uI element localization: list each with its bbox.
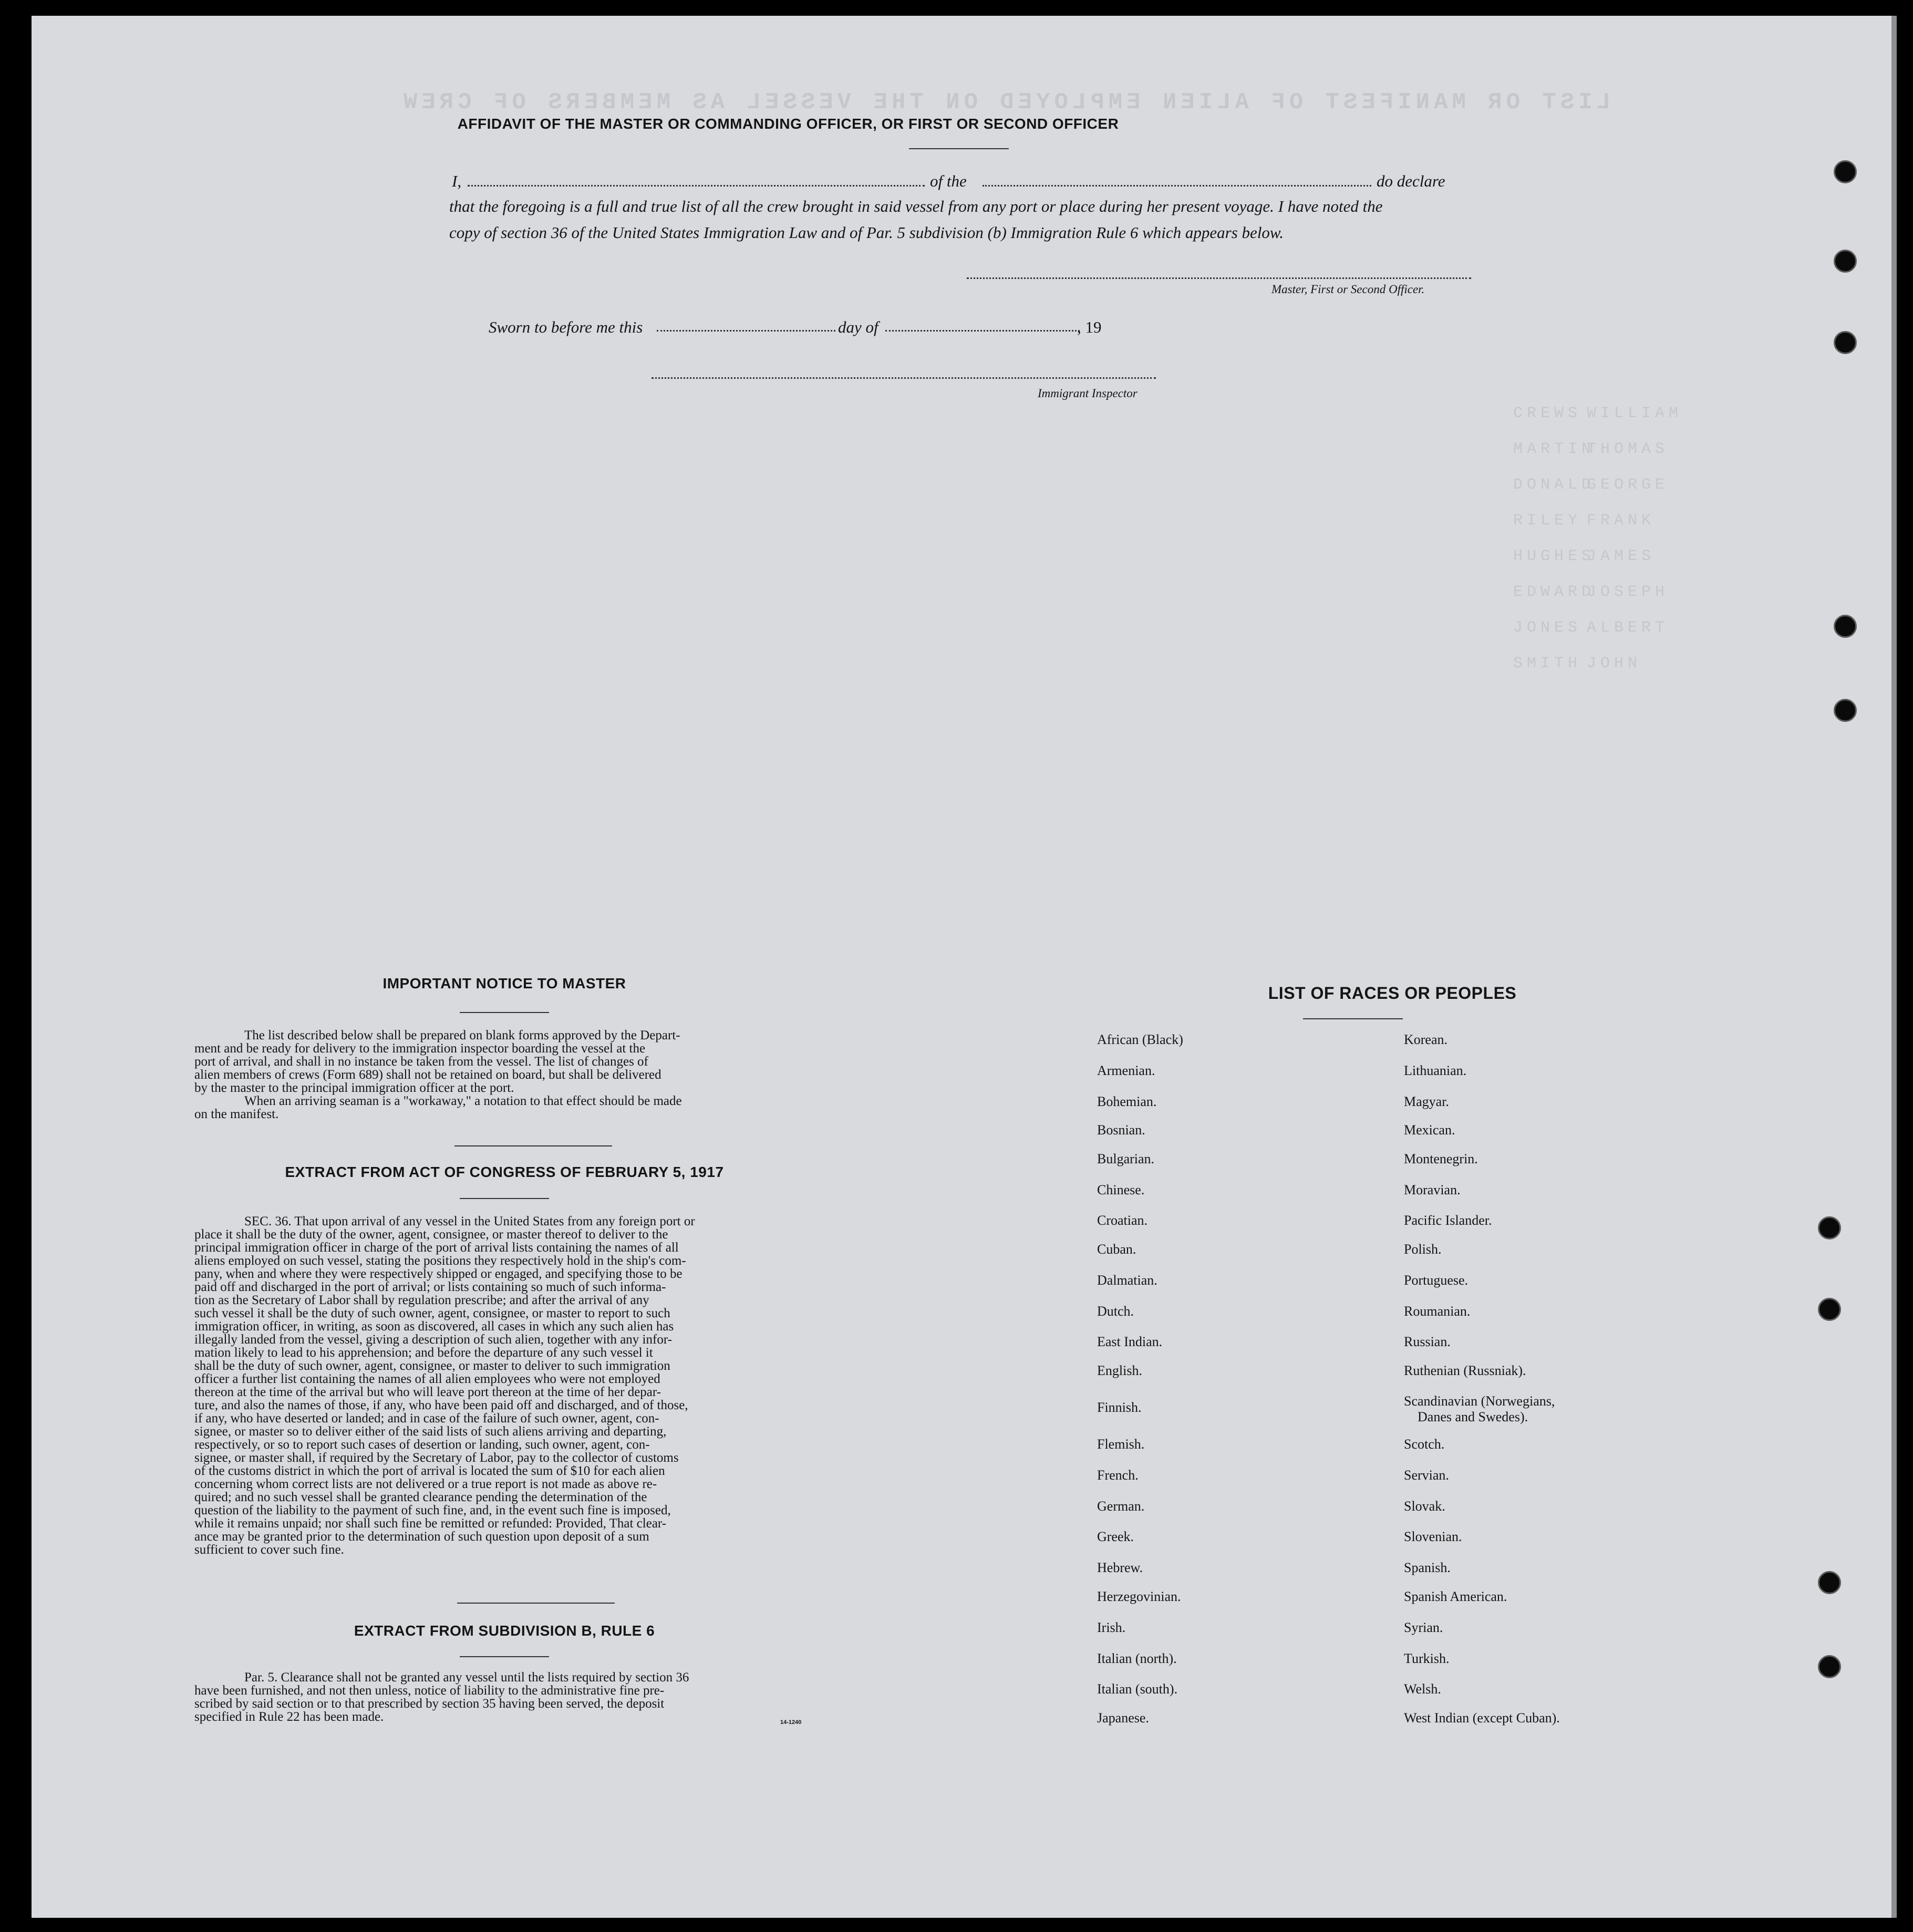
punch-hole [1818, 1571, 1841, 1594]
race-item: Welsh. [1404, 1681, 1441, 1697]
race-item: Bulgarian. [1097, 1151, 1155, 1166]
act-line: ance may be granted prior to the determination of such question upon deposit of a sum [194, 1530, 649, 1544]
act-line: such vessel it shall be the duty of such owner, agent, consignee, or master to report to such [194, 1306, 670, 1320]
race-item: Spanish. [1404, 1560, 1451, 1575]
act-line: of the customs district in which the port of arrival is located the sum of $10 for each alien [194, 1464, 665, 1478]
master-signature-label: Master, First or Second Officer. [1271, 283, 1425, 296]
race-item: Ruthenian (Russniak). [1404, 1363, 1526, 1378]
divider [460, 1656, 549, 1657]
race-item: Syrian. [1404, 1620, 1443, 1635]
act-line: while it remains unpaid; nor shall such fine be remitted or refunded: Provided, That clear- [194, 1516, 667, 1531]
notice-line: The list described below shall be prepared on blank forms approved by the Depart- [244, 1028, 680, 1042]
punch-hole [1834, 160, 1857, 183]
race-item: Pacific Islander. [1404, 1213, 1492, 1228]
bleed-through-column: CREWS MARTIN DONALD RILEY HUGHES EDWARD JONES SMITH [1513, 405, 1596, 673]
act-line: shall be the duty of such owner, agent, consignee, or master to deliver to such immigration [194, 1359, 670, 1373]
act-line: pany, when and where they were respectively shipped or engaged, and specifying those to be [194, 1267, 683, 1281]
race-item: Scotch. [1404, 1437, 1445, 1452]
race-item: Greek. [1097, 1529, 1134, 1544]
punch-hole [1834, 331, 1857, 354]
notice-line: port of arrival, and shall in no instance be taken from the vessel. The list of changes of [194, 1055, 648, 1069]
race-item: Armenian. [1097, 1063, 1155, 1078]
sworn-month-line [885, 330, 1080, 332]
race-item: Lithuanian. [1404, 1063, 1467, 1078]
punch-hole [1818, 1655, 1841, 1678]
act-line: respectively, or so to report such cases of desertion or landing, such owner, agent, con- [194, 1438, 650, 1452]
rule-line: specified in Rule 22 has been made. [194, 1710, 384, 1724]
race-item: Hebrew. [1097, 1560, 1143, 1575]
act-title: EXTRACT FROM ACT OF CONGRESS OF FEBRUARY 5, 1917 [285, 1164, 724, 1180]
divider [457, 1603, 615, 1604]
divider [1303, 1018, 1403, 1019]
race-item: Scandinavian (Norwegians, [1404, 1393, 1555, 1409]
act-line: ture, and also the names of those, if any, who have been paid off and discharged, and of those, [194, 1398, 688, 1412]
race-item: Dutch. [1097, 1304, 1134, 1319]
act-line: SEC. 36. That upon arrival of any vessel in the United States from any foreign port or [244, 1214, 695, 1228]
act-line: mation likely to lead to his apprehension; and before the departure of any such vessel it [194, 1346, 653, 1360]
affidavit-i-label: I, [452, 172, 462, 190]
affidavit-of-the-label: of the [930, 172, 967, 190]
race-item: Cuban. [1097, 1242, 1136, 1257]
vessel-name-line [983, 185, 1371, 187]
race-item: Polish. [1404, 1242, 1442, 1257]
punch-hole [1818, 1216, 1841, 1239]
notice-line: alien members of crews (Form 689) shall not be retained on board, but shall be delivered [194, 1068, 661, 1082]
affidavit-do-declare: do declare [1377, 172, 1445, 190]
race-item: Italian (south). [1097, 1681, 1178, 1697]
race-item: Montenegrin. [1404, 1151, 1478, 1166]
bleed-through-column-2: WILLIAM THOMAS GEORGE FRANK JAMES JOSEPH ALBERT JOHN [1587, 405, 1683, 673]
divider [909, 148, 1009, 149]
act-line: signee, or master so to deliver either of the said lists of such aliens arriving and departing, [194, 1424, 667, 1439]
act-line: officer a further list containing the names of all alien employees who were not employed [194, 1372, 660, 1386]
act-line: concerning whom correct lists are not delivered or a true report is not made as above re- [194, 1477, 657, 1491]
notice-title: IMPORTANT NOTICE TO MASTER [382, 975, 626, 991]
race-item: Irish. [1097, 1620, 1126, 1635]
act-line: sufficient to cover such fine. [194, 1543, 344, 1557]
race-item: Spanish American. [1404, 1589, 1507, 1604]
race-item: French. [1097, 1468, 1139, 1483]
race-item: Roumanian. [1404, 1304, 1471, 1319]
divider [454, 1145, 612, 1146]
race-item: Magyar. [1404, 1094, 1449, 1109]
form-number: 14-1240 [780, 1719, 802, 1726]
affidavit-line-3: copy of section 36 of the United States Immigration Law and of Par. 5 subdivision (b) Immigration Rule 6 which appears below. [449, 223, 1284, 242]
race-item: English. [1097, 1363, 1142, 1378]
race-item: Bohemian. [1097, 1094, 1157, 1109]
race-item: Japanese. [1097, 1710, 1149, 1726]
race-item: German. [1097, 1499, 1145, 1514]
race-item: Moravian. [1404, 1182, 1461, 1197]
rule-line: have been furnished, and not then unless, notice of liability to the administrative fine pre- [194, 1683, 665, 1698]
inspector-label: Immigrant Inspector [1038, 387, 1138, 400]
punch-hole [1834, 699, 1857, 722]
act-line: signee, or master shall, if required by the Secretary of Labor, pay to the collector of customs [194, 1451, 679, 1465]
punch-hole [1834, 615, 1857, 638]
race-item: African (Black) [1097, 1032, 1183, 1047]
rule-body [194, 1671, 820, 1723]
act-line: quired; and no such vessel shall be granted clearance pending the determination of the [194, 1490, 647, 1504]
race-item: Dalmatian. [1097, 1273, 1157, 1288]
race-item: Slovak. [1404, 1499, 1445, 1514]
act-line: place it shall be the duty of the owner, agent, consignee, or master thereof to deliver to the [194, 1227, 668, 1242]
race-item: Slovenian. [1404, 1529, 1462, 1544]
act-line: question of the liability to the payment of such fine, and, in the event such fine is imposed, [194, 1503, 671, 1517]
affidavit-line-2: that the foregoing is a full and true list of all the crew brought in said vessel from any port or place during her present voyage. I have noted the [449, 197, 1383, 215]
act-line: illegally landed from the vessel, giving a description of such alien, together with any infor- [194, 1332, 672, 1347]
act-line: aliens employed on such vessel, stating the positions they respectively hold in the ship's com- [194, 1254, 686, 1268]
race-item-continuation: Danes and Swedes). [1418, 1409, 1528, 1424]
race-item: Finnish. [1097, 1400, 1142, 1415]
rule-line: Par. 5. Clearance shall not be granted any vessel until the lists required by section 36 [244, 1670, 689, 1685]
year-prefix: , 19 [1077, 318, 1102, 336]
race-item: Portuguese. [1404, 1273, 1469, 1288]
race-item: Mexican. [1404, 1122, 1455, 1138]
document-page [32, 16, 1897, 1918]
race-item: Italian (north). [1097, 1651, 1177, 1666]
affidavit-title: AFFIDAVIT OF THE MASTER OR COMMANDING OFFICER, OR FIRST OR SECOND OFFICER [457, 116, 1119, 132]
master-name-line [468, 185, 925, 187]
day-of-label: day of [838, 318, 878, 336]
race-item: Servian. [1404, 1468, 1449, 1483]
punch-hole [1834, 250, 1857, 273]
act-line: tion as the Secretary of Labor shall by regulation prescribe; and after the arrival of any [194, 1293, 649, 1307]
divider [460, 1198, 549, 1199]
notice-line: on the manifest. [194, 1107, 279, 1121]
act-line: thereon at the time of the arrival but who will leave port thereon at the time of her depar- [194, 1385, 661, 1399]
race-item: Chinese. [1097, 1182, 1145, 1197]
race-item: Croatian. [1097, 1213, 1148, 1228]
master-signature-line [967, 277, 1471, 279]
notice-line: ment and be ready for delivery to the immigration inspector boarding the vessel at the [194, 1041, 646, 1056]
race-item: East Indian. [1097, 1334, 1163, 1349]
race-item: Russian. [1404, 1334, 1451, 1349]
act-line: principal immigration officer in charge of the port of arrival lists containing the names of all [194, 1241, 679, 1255]
notice-line: by the master to the principal immigration officer at the port. [194, 1081, 514, 1095]
inspector-signature-line [652, 377, 1156, 379]
race-item: Turkish. [1404, 1651, 1450, 1666]
act-line: if any, who have deserted or landed; and in case of the failure of such owner, agent, con- [194, 1411, 659, 1425]
notice-body [194, 1029, 820, 1121]
sworn-label: Sworn to before me this [489, 318, 643, 336]
races-title: LIST OF RACES OR PEOPLES [1268, 984, 1517, 1003]
race-item: Bosnian. [1097, 1122, 1145, 1138]
punch-hole [1818, 1298, 1841, 1321]
rule-title: EXTRACT FROM SUBDIVISION B, RULE 6 [354, 1623, 655, 1639]
race-item: Flemish. [1097, 1437, 1145, 1452]
race-item: West Indian (except Cuban). [1404, 1710, 1560, 1726]
act-body [194, 1215, 820, 1556]
race-item: Korean. [1404, 1032, 1448, 1047]
rule-line: scribed by said section or to that prescribed by section 35 having been served, the deposit [194, 1697, 665, 1711]
act-line: paid off and discharged in the port of arrival; or lists containing so much of such informa- [194, 1280, 666, 1294]
race-item: Herzegovinian. [1097, 1589, 1181, 1604]
divider [460, 1012, 549, 1013]
notice-line: When an arriving seaman is a "workaway," a notation to that effect should be made [244, 1094, 682, 1108]
act-line: immigration officer, in writing, as soon as discovered, all cases in which any such alien has [194, 1319, 674, 1334]
bleed-through-header: LIST OR MANIFEST OF ALIEN EMPLOYED ON THE VESSEL AS MEMBERS OF CREW [399, 89, 1611, 116]
sworn-day-line [657, 330, 835, 332]
